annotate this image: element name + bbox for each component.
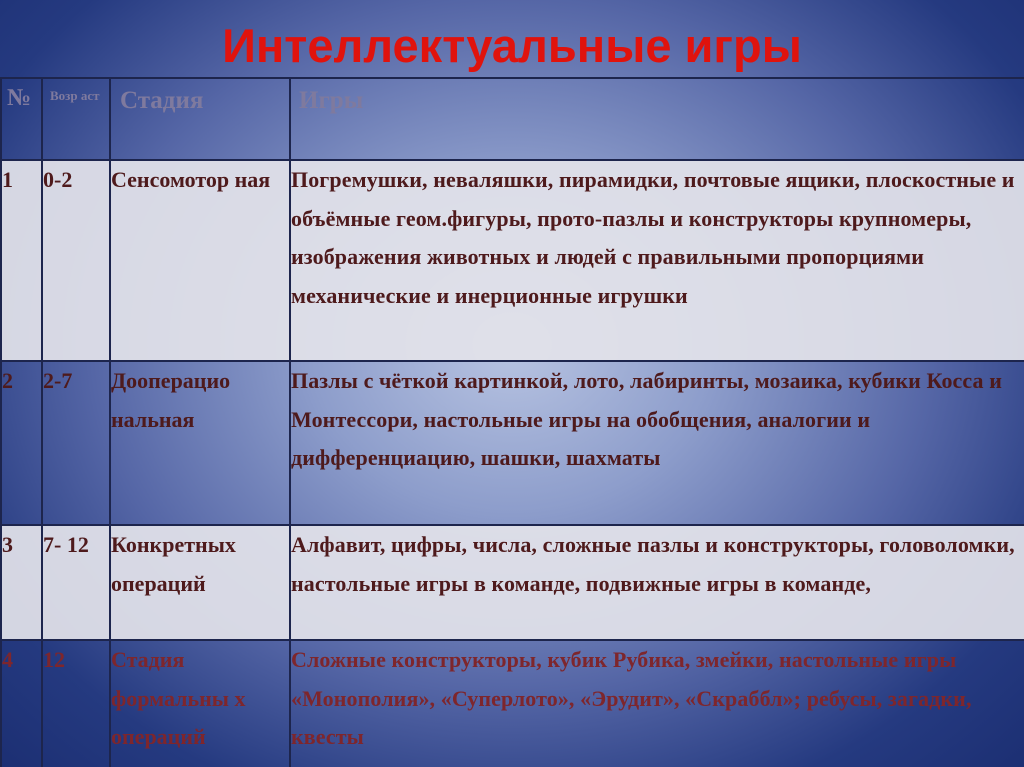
row-number: 4 [1, 640, 42, 767]
table-row [1, 160, 1024, 361]
row-stage: Сенсомотор ная [110, 160, 290, 361]
header-age: Возр аст [42, 78, 110, 160]
header-stage: Стадия [110, 78, 290, 160]
row-games: Алфавит, цифры, числа, сложные пазлы и конструкторы, головоломки, настольные игры в команде, подвижные игры в команде, [290, 525, 1024, 640]
slide-title: Интеллектуальные игры [222, 19, 802, 72]
row-stage: Стадия формальны х операций [110, 640, 290, 767]
row-number: 3 [1, 525, 42, 640]
header-games: Игры [290, 78, 1024, 160]
header-number: № [1, 78, 42, 160]
games-table [0, 77, 1024, 767]
row-age: 7- 12 [42, 525, 110, 640]
row-age: 12 [42, 640, 110, 767]
row-age: 2-7 [42, 361, 110, 525]
row-games: Пазлы с чёткой картинкой, лото, лабиринты, мозаика, кубики Косса и Монтессори, настольные игры на обобщения, аналогии и дифференциацию, шашки, шахматы [290, 361, 1024, 525]
row-stage: Конкретных операций [110, 525, 290, 640]
row-number: 2 [1, 361, 42, 525]
table-row [1, 640, 1024, 767]
table-row [1, 361, 1024, 525]
row-games: Сложные конструкторы, кубик Рубика, змейки, настольные игры «Монополия», «Суперлото», «Эрудит», «Скраббл»; ребусы, загадки, квесты [290, 640, 1024, 767]
row-age: 0-2 [42, 160, 110, 361]
table-header-row [1, 78, 1024, 160]
row-games: Погремушки, неваляшки, пирамидки, почтовые ящики, плоскостные и объёмные геом.фигуры, прото-пазлы и конструкторы крупномеры, изображения животных и людей с правильными пропорциями механические и инерционные игрушки [290, 160, 1024, 361]
table-row [1, 525, 1024, 640]
row-number: 1 [1, 160, 42, 361]
row-stage: Дооперацио нальная [110, 361, 290, 525]
